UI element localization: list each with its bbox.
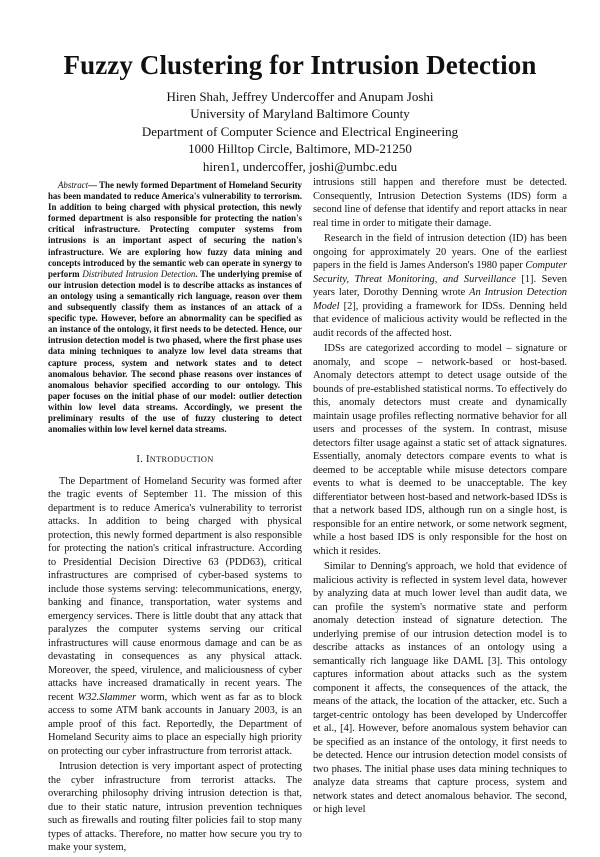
author-emails: hiren1, undercoffer, joshi@umbc.edu: [202, 158, 398, 174]
right-paragraph-3: IDSs are categorized according to model – signature or anomaly, and scope – network-based or host-based. Anomaly detectors attempt to detect usage outside of the bounds of pre-established statistical norms. To effectively do this, anomaly detectors must create and dynamically maintain usage profiles reflecting normative behavior for all users and processes of the system. In contrast, misuse detectors filter usage against a static set of attack signatures. Essentially, anomaly detectors compare events to what is deemed to be acceptable while misuse detectors compare events to what is deemed to be unacceptable. The key differentiator between host-based and network-based IDSs is that a network based IDS, although run on a single host, is responsible for an entire network, or some network segment, while a host based IDS is only responsible for the host on which it resides.: [313, 343, 567, 557]
right-paragraph-4: Similar to Denning's approach, we hold that evidence of malicious activity is reflected in system level data, however by analyzing data at much lower level than audit data, we can profile the system's normative state and perform anomaly detection instead of signature detection. The underlying premise of our intrusion detection model is to describe attacks as instances of an ontology using a semantically rich language like DAML [3]. This ontology captures information about attacks such as the system component it affects, the consequences of the attack, the means of the attack, the location of the attacker, etc. Such a target-centric ontology has been developed by Undercoffer et al., [4]. However, before anomalous system behavior can be specified as an instance of the ontology, it first needs to be detected. Hence our intrusion detection model consists of two phases. The initial phase uses data mining techniques to analyze data streams that capture process, system and network states and detect anomalous behavior. The second, or high level: [313, 561, 567, 815]
section-initial: I: [146, 454, 150, 466]
author-address: 1000 Hilltop Circle, Baltimore, MD-21250: [188, 141, 412, 157]
intro-p1-a: The Department of Homeland Security was formed after the tragic events of September 11. The mission of this department is to reduce America's vulnerability to terrorist attacks. In addition to being charged with physical protection, this newly formed department is also responsible for protecting the nation's critical infrastructure. According to Presidential Decision Directive 63 (PDD63), critical infrastructures are comprised of cyber-based systems to include those systems serving: telecommunications, energy, banking and finance, transportation, water systems and emergency services. There is little doubt that any attack that paralyzes the computer systems serving our critical infrastructures will cause enormous damage and can be as devastating in consequences as any physical attack. Moreover, the speed, virulence, and maliciousness of cyber attacks have increased dramatically in recent years. The recent: [48, 475, 302, 703]
right-p2-c: [2], providing a framework for IDSs. Denning held that evidence of malicious activity would be reflected in the audit records of the affected host.: [313, 300, 567, 339]
abstract-text-2: . The underlying premise of our intrusion detection model is to describe attacks as instances of an ontology using a semantically rich language, reason over them and subsequently classify them as instances of an attack of a specific type. However, before an abnormality can be specified as an instance of the ontology, it first needs to be detected. Hence, our intrusion detection model is two phased, where the first phase uses data mining techniques to analyze low level data streams that capture process, system and network states and to detect anomalous behavior. The second phase reasons over instances of anomalous behavior specified according to our ontology. This paper focuses on the initial phase of our model: outlier detection within low level data streams. Accordingly, we present the preliminary results of the use of fuzzy clustering to detect anomalies within low level kernel data streams.: [48, 268, 302, 435]
section-heading-introduction: [48, 453, 302, 467]
intro-p1-b: worm, which went as far as to block access to some ATM bank accounts in January 2003, is an ample proof of this fact. Reportedly, the Department of Homeland Security aims to place an especially high priority on protecting our cyber infrastructure from terrorist attack.: [48, 691, 302, 757]
right-paragraph-1: intrusions still happen and therefore must be detected. Consequently, Intrusion Detection Systems (IDS) form a second line of defense that identify and report attacks in near real time in order to mitigate their damage.: [313, 177, 567, 229]
author-names: Hiren Shah, Jeffrey Undercoffer and Anupam Joshi: [166, 89, 434, 104]
section-title-rest: NTRODUCTION: [149, 455, 214, 465]
section-number: I.: [136, 454, 144, 466]
intro-p1-italic: W32.Slammer: [77, 691, 137, 703]
right-p2-italic-2: An Intrusion Detection Model: [313, 287, 567, 312]
right-p2-a: Research in the field of intrusion detection (ID) has been ongoing for approximately 20 years. One of the earliest papers in the field is James Anderson's 1980 paper: [313, 233, 567, 271]
right-paragraph-2: [313, 232, 567, 340]
right-column: [313, 176, 567, 819]
abstract: [48, 180, 302, 435]
intro-paragraph-2: Intrusion detection is very important aspect of protecting the cyber infrastructure from terrorist attacks. The overarching philosophy driving intrusion detection is that, due to their static nature, intrusion prevention techniques such as firewalls and routing filter policies fail to stop many types of attacks. Therefore, no matter how secure you try to make your system,: [48, 761, 302, 854]
paper-title: Fuzzy Clustering for Intrusion Detection: [63, 50, 537, 80]
intro-paragraph-1: [48, 475, 302, 759]
abstract-text-1: — The newly formed Department of Homeland Security has been mandated to reduce America's vulnerability to terrorism. In addition to being charged with physical protection, this newly formed department is also responsible for protecting the nation's critical infrastructure. Protecting computer systems from intrusions is an important aspect of securing the nation's infrastructure. We are exploring how fuzzy data mining and concepts introduced by the semantic web can operate in synergy to perform: [48, 180, 302, 279]
author-affiliation: University of Maryland Baltimore County: [190, 106, 410, 122]
abstract-label: Abstract: [58, 180, 89, 190]
abstract-italic: Distributed Intrusion Detection: [82, 268, 196, 279]
right-p2-b: [1]. Seven years later, Dorothy Denning wrote: [313, 273, 567, 298]
author-department: Department of Computer Science and Electrical Engineering: [141, 123, 459, 139]
right-p2-italic-1: Computer Security, Threat Monitoring, and Surveillance: [313, 260, 567, 285]
left-column: [48, 180, 302, 857]
author-block: [0, 88, 600, 175]
